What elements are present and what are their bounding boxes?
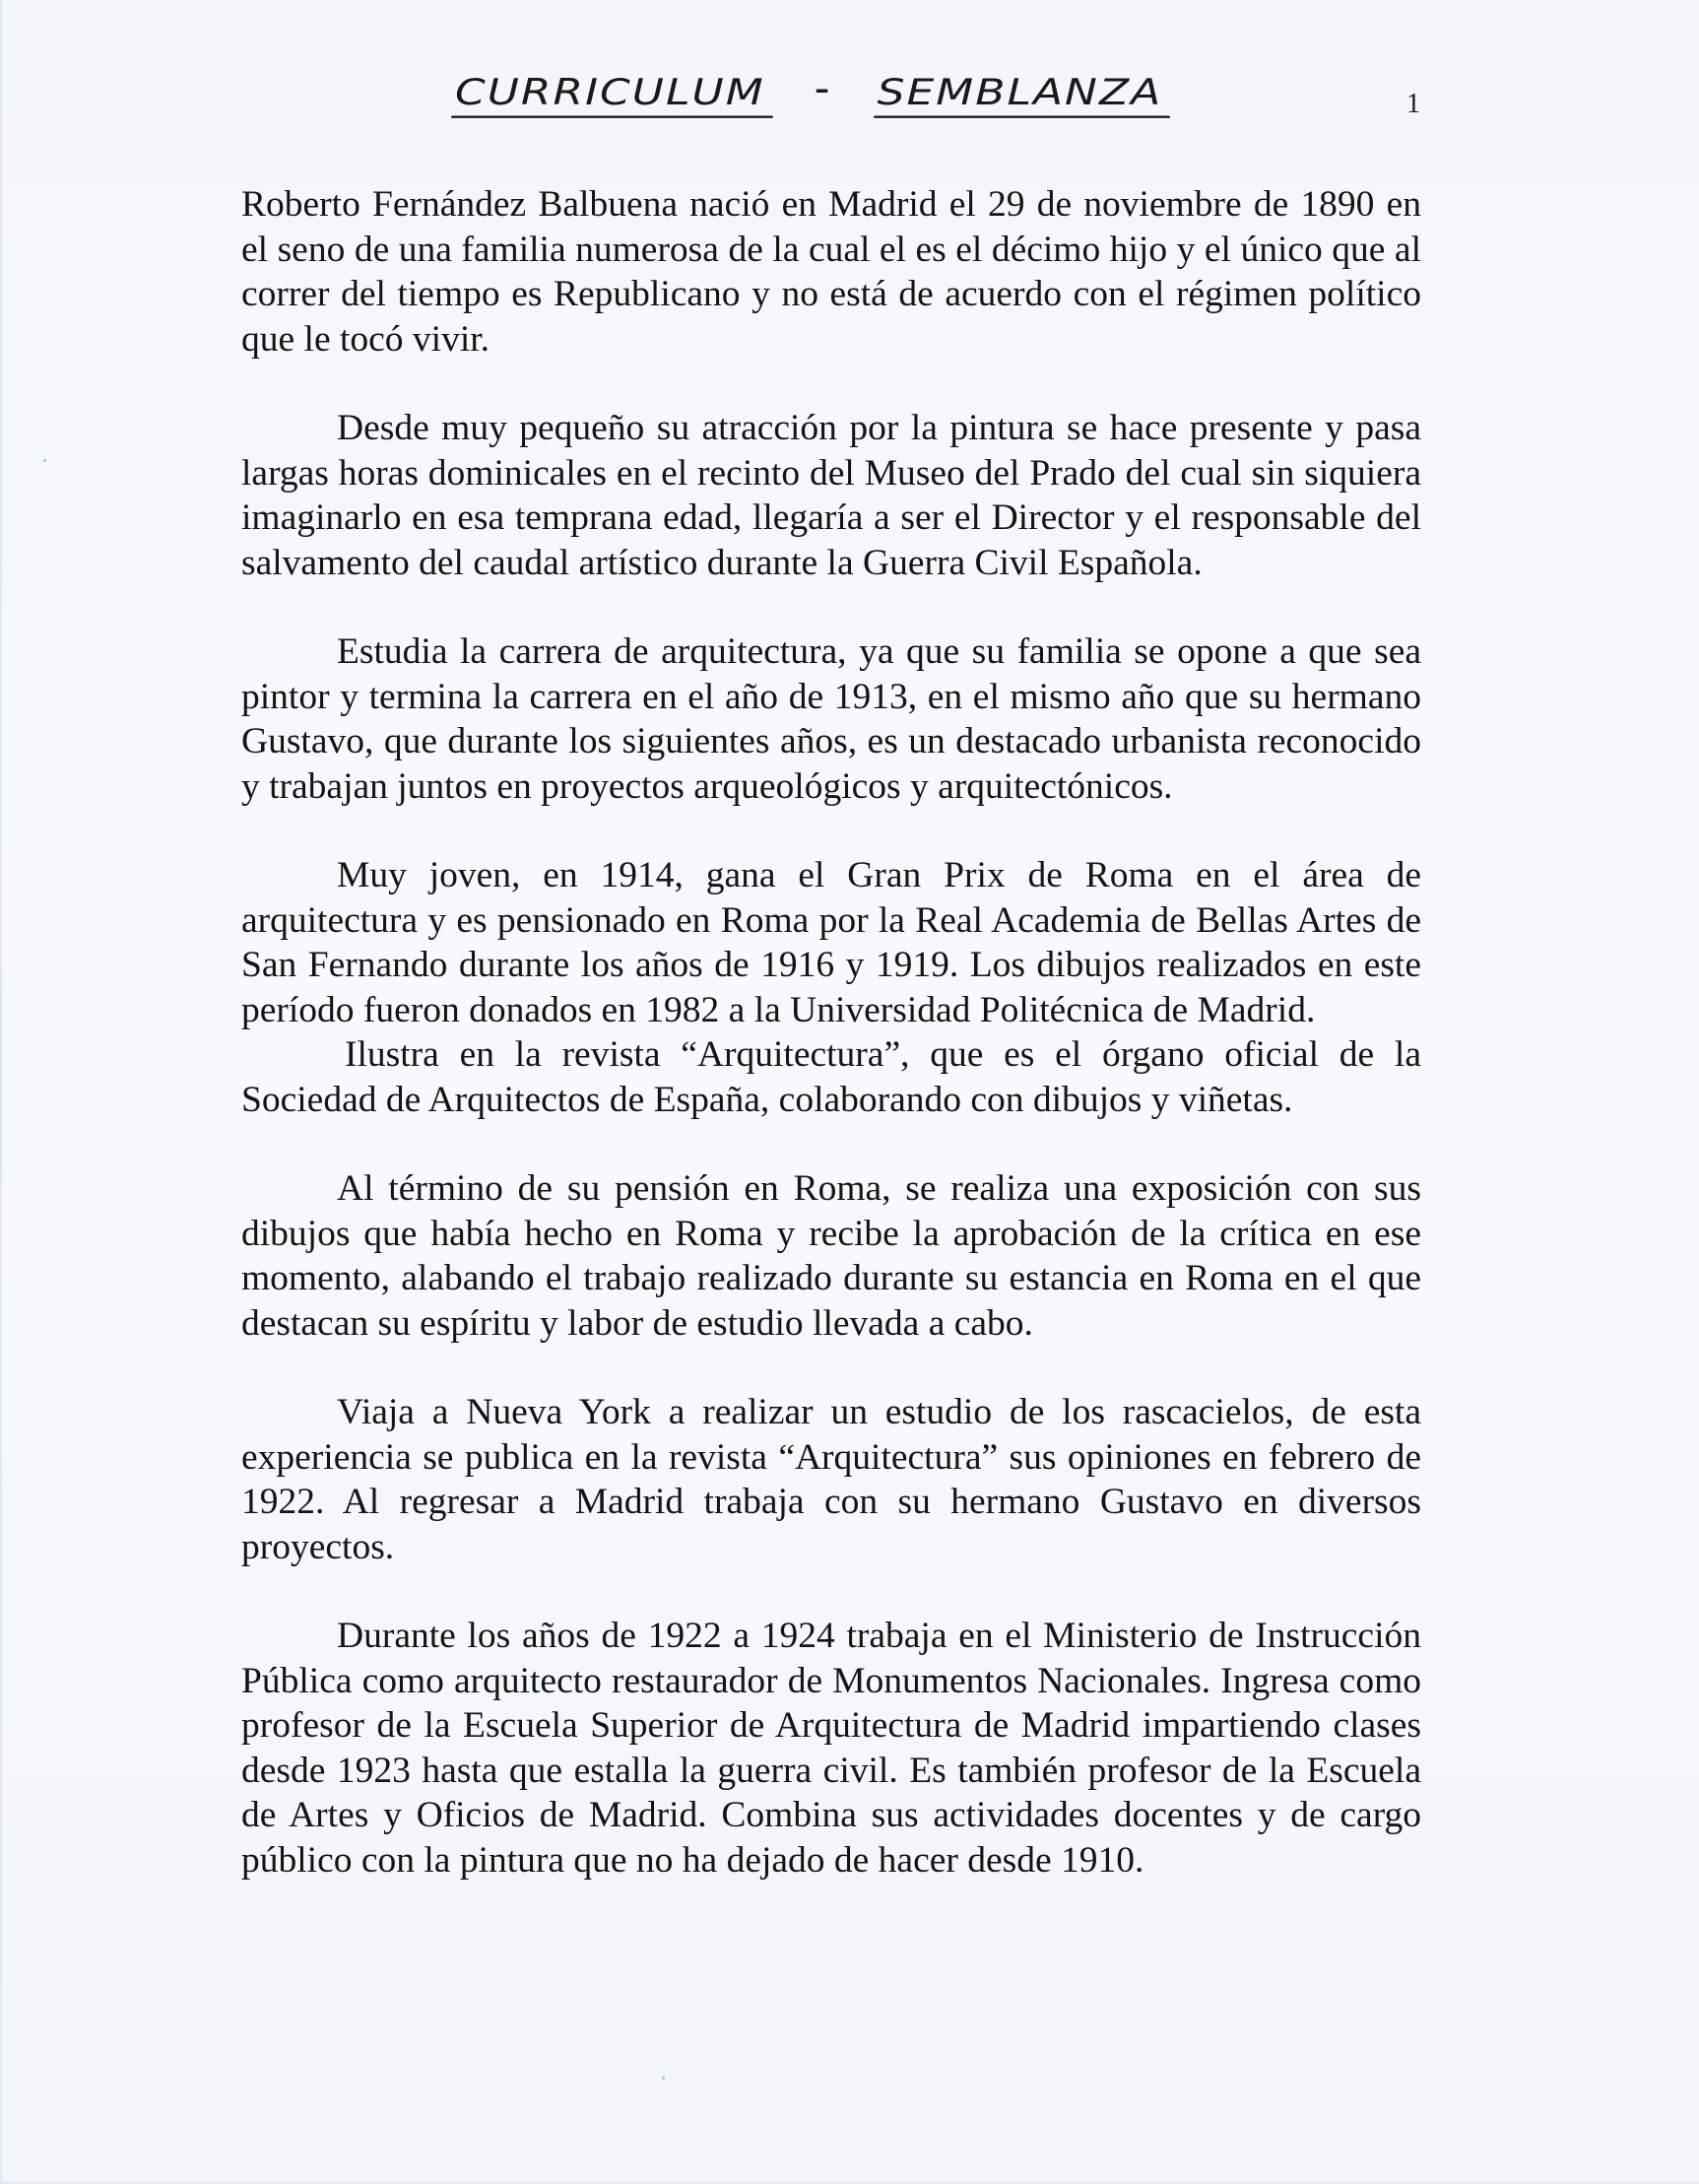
paragraph-new-york: Viaja a Nueva York a realizar un estudio de los rascacielos, de esta experiencia se publica en la revista “Arquitectura” sus opiniones en febrero de 1922. Al regresar a Madrid trabaja con su hermano Gustavo en diversos proyectos.	[241, 1392, 1421, 1567]
paragraph-ministry: Durante los años de 1922 a 1924 trabaja en el Ministerio de Instrucción Pública como arquitecto restaurador de Monumentos Nacionales. Ingresa como profesor de la Escuela Superior de Arquitectura de Madrid impartiendo clases desde 1923 hasta que estalla la guerra civil. Es también profesor de la Escuela de Artes y Oficios de Madrid. Combina sus actividades docentes y de cargo público con la pintura que no ha dejado de hacer desde 1910.	[241, 1616, 1421, 1881]
paragraph-birth: Roberto Fernández Balbuena nació en Madrid el 29 de noviembre de 1890 en el seno de una familia numerosa de la cual el es el décimo hijo y el único que al correr del tiempo es Republicano y no está de acuerdo con el régimen político que le tocó vivir.	[241, 184, 1421, 360]
paragraph-rome-prize: Muy joven, en 1914, gana el Gran Prix de Roma en el área de arquitectura y es pensionado en Roma por la Real Academia de Bellas Artes de San Fernando durante los años de 1916 y 1919. Los dibujos realizados en este período fueron donados en 1982 a la Universidad Politécnica de Madrid.	[241, 855, 1421, 1030]
body-text	[241, 182, 1421, 1883]
heading-dash: -	[814, 63, 832, 113]
handwritten-heading	[455, 63, 1163, 132]
paragraph-childhood: Desde muy pequeño su atracción por la pintura se hace presente y pasa largas horas dominicales en el recinto del Museo del Prado del cual sin siquiera imaginarlo en esa temprana edad, llegaría a ser el Director y el responsable del salvamento del caudal artístico durante la Guerra Civil Española.	[241, 408, 1421, 583]
page-number: 1	[1406, 89, 1420, 119]
heading-semblanza: SEMBLANZA	[877, 72, 1163, 113]
paragraph-exhibition: Al término de su pensión en Roma, se realiza una exposición con sus dibujos que había hecho en Roma y recibe la aprobación de la crítica en ese momento, alabando el trabajo realizado durante su estancia en Roma en el que destacan su espíritu y labor de estudio llevada a cabo.	[241, 1168, 1421, 1344]
heading-curriculum: CURRICULUM	[455, 72, 765, 113]
paper-speck	[662, 2077, 665, 2080]
paper-speck	[43, 459, 46, 462]
paragraph-studies: Estudia la carrera de arquitectura, ya que su familia se opone a que sea pintor y termina la carrera en el año de 1913, en el mismo año que su hermano Gustavo, que durante los siguientes años, es un destacado urbanista reconocido y trabajan juntos en proyectos arqueológicos y arquitectónicos.	[241, 631, 1421, 807]
paragraph-illustrations: Ilustra en la revista “Arquitectura”, que es el órgano oficial de la Sociedad de Arquitectos de España, colaborando con dibujos y viñetas.	[241, 1034, 1421, 1120]
